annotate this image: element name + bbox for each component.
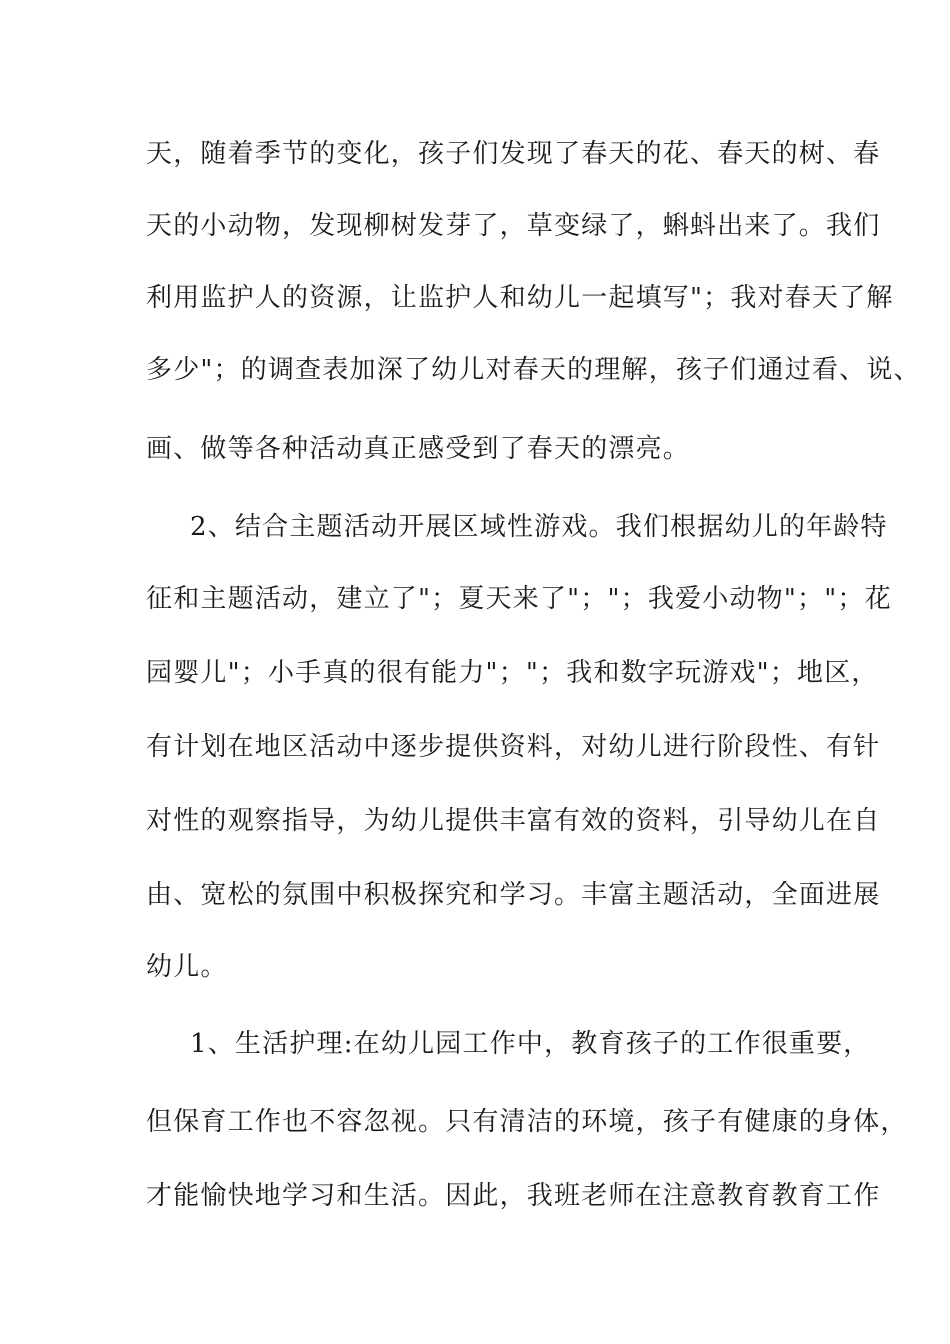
- text-line: 天，随着季节的变化，孩子们发现了春天的花、春天的树、春: [146, 139, 881, 169]
- text-line: 多少"；的调查表加深了幼儿对春天的理解，孩子们通过看、说、: [146, 355, 921, 385]
- text-line: 天的小动物，发现柳树发芽了，草变绿了，蝌蚪出来了。我们: [146, 211, 881, 241]
- text-line: 画、做等各种活动真正感受到了春天的漂亮。: [146, 434, 691, 464]
- text-line: 幼儿。: [146, 952, 228, 982]
- text-line: 对性的观察指导，为幼儿提供丰富有效的资料，引导幼儿在自: [146, 806, 881, 836]
- text-line: 但保育工作也不容忽视。只有清洁的环境，孩子有健康的身体，: [146, 1107, 908, 1137]
- text-line: 园婴儿"；小手真的很有能力"；"；我和数字玩游戏"；地区，: [146, 658, 879, 688]
- text-line: 利用监护人的资源，让监护人和幼儿一起填写"；我对春天了解: [146, 283, 894, 313]
- text-line: 由、宽松的氛围中积极探究和学习。丰富主题活动，全面进展: [146, 880, 881, 910]
- text-line: 才能愉快地学习和生活。因此，我班老师在注意教育教育工作: [146, 1181, 881, 1211]
- paragraph-start-line: 2、结合主题活动开展区域性游戏。我们根据幼儿的年龄特: [190, 512, 888, 542]
- text-line: 征和主题活动，建立了"；夏天来了"；"；我爱小动物"；"；花: [146, 584, 892, 614]
- paragraph-start-line: 1、生活护理:在幼儿园工作中，教育孩子的工作很重要，: [190, 1029, 871, 1059]
- text-line: 有计划在地区活动中逐步提供资料，对幼儿进行阶段性、有针: [146, 732, 881, 762]
